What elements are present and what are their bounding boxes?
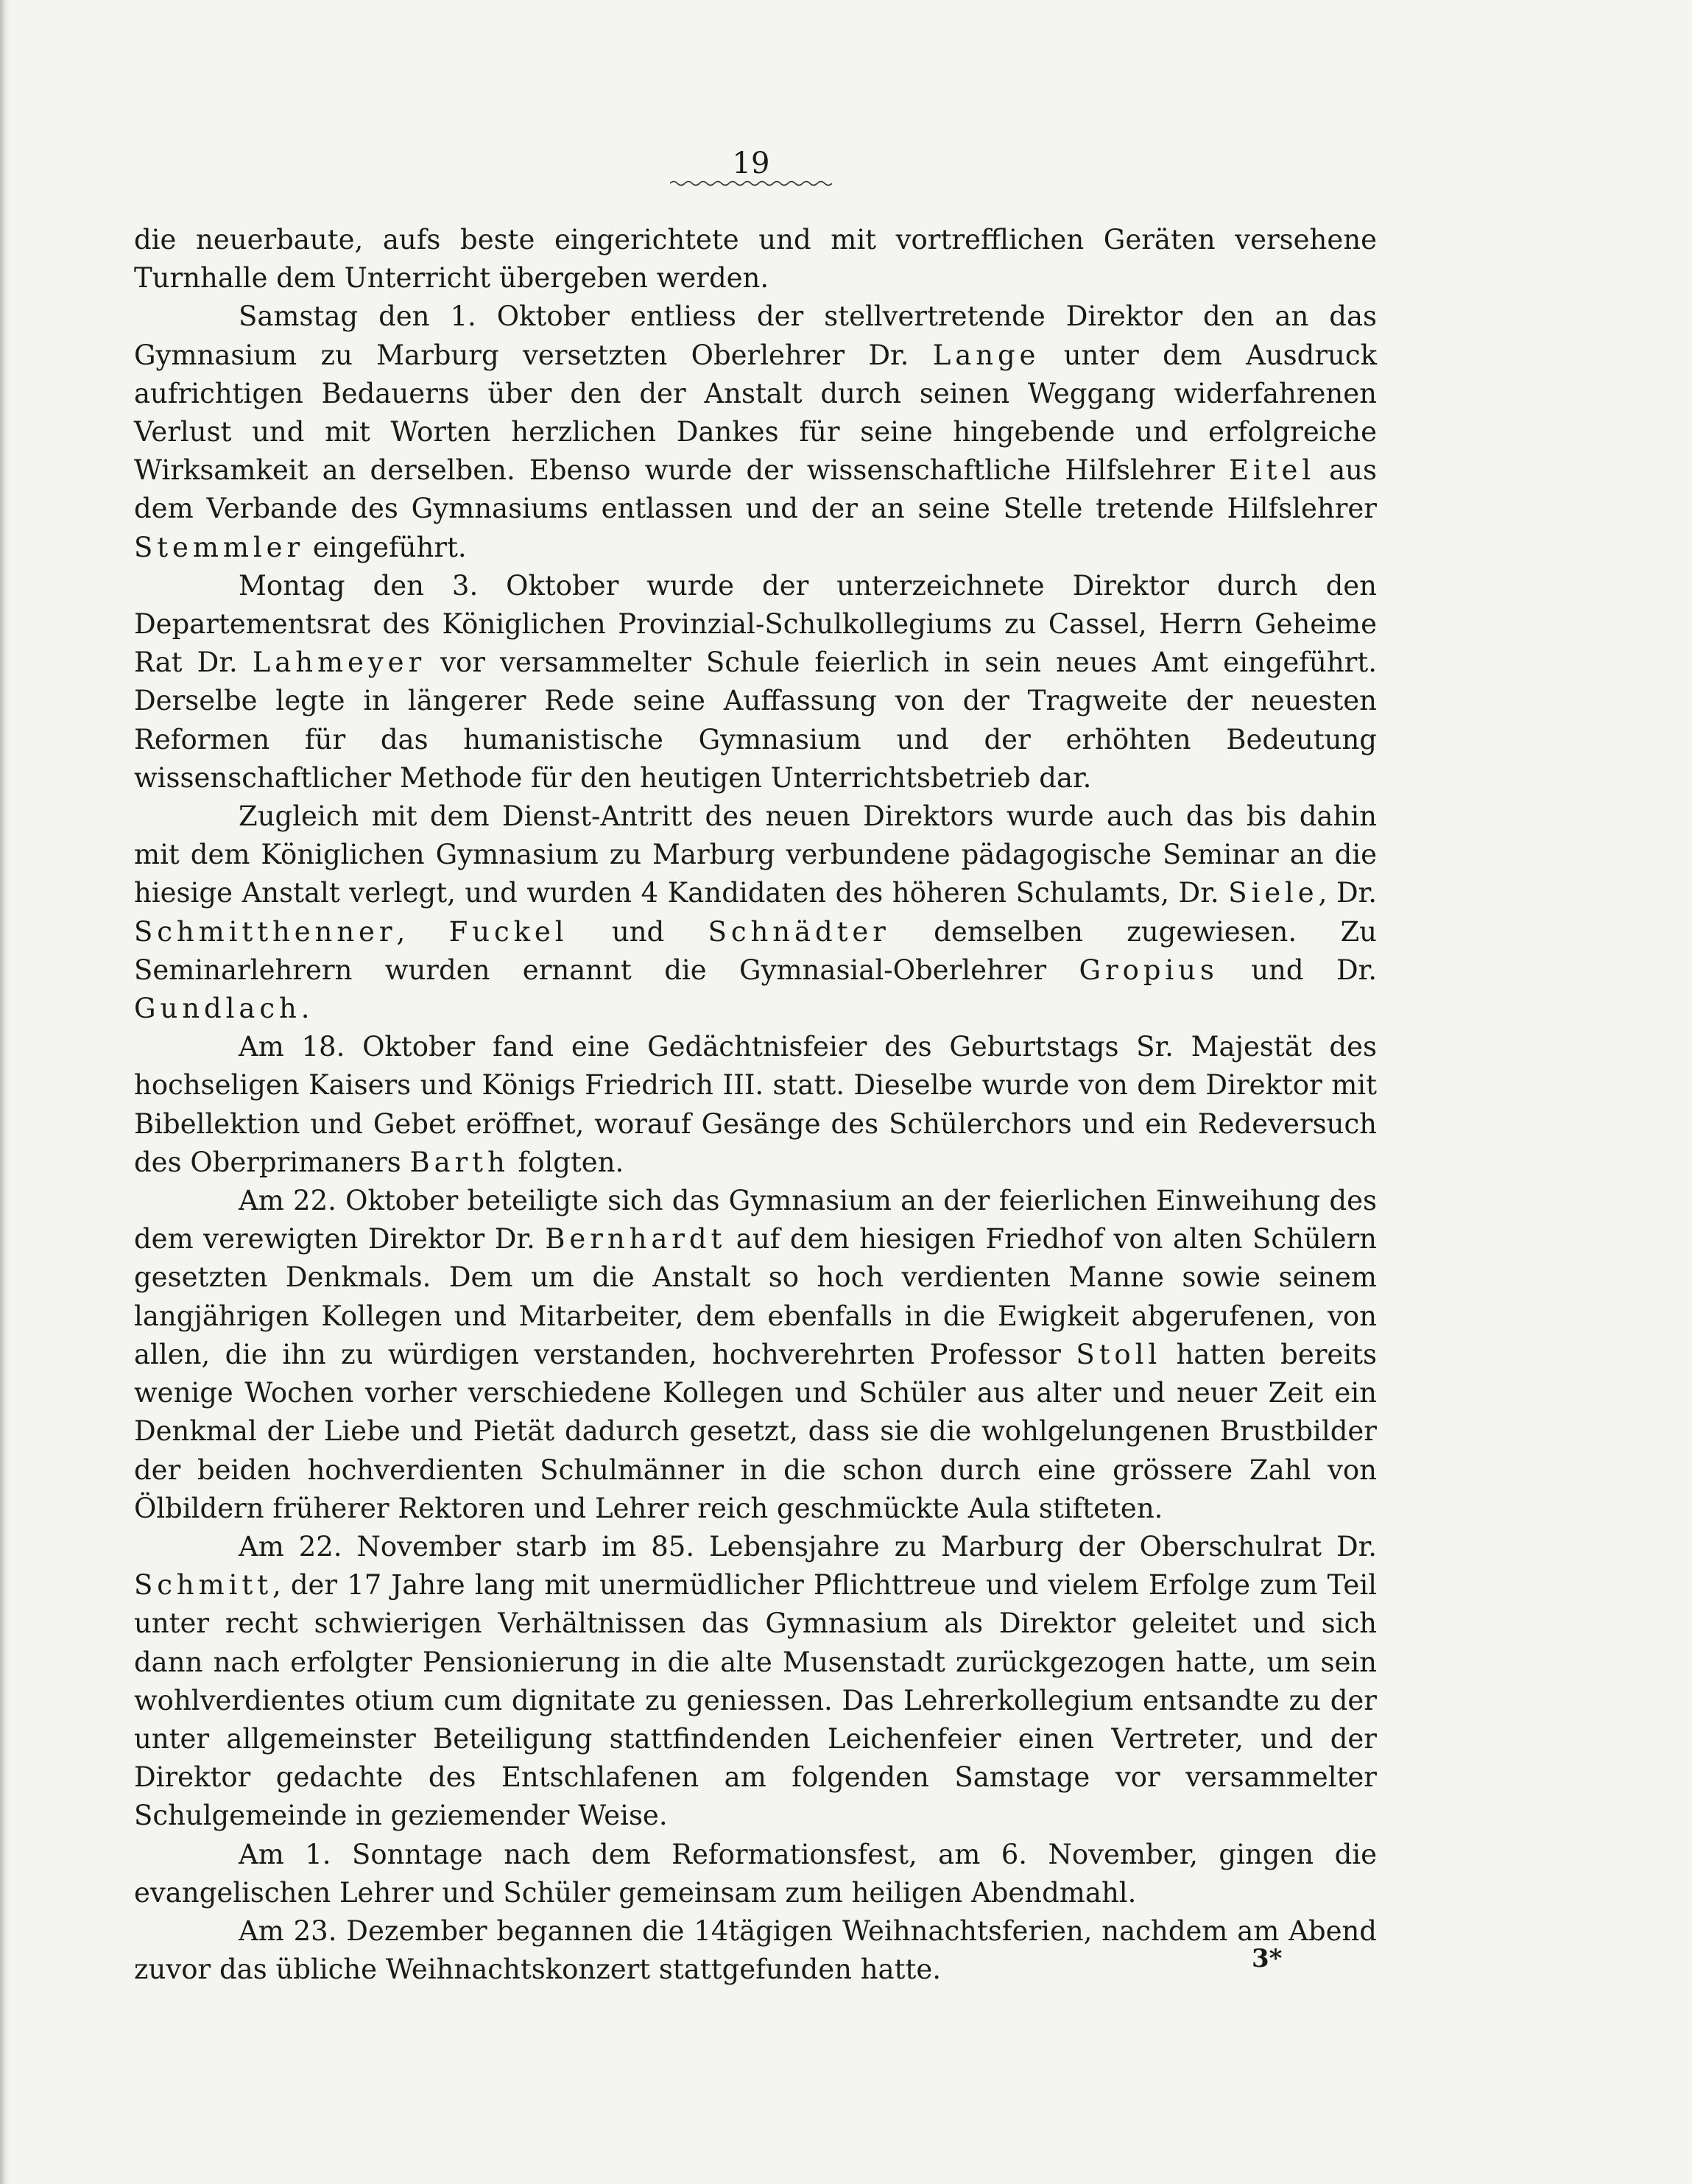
spaced-name: Siele <box>1228 877 1319 909</box>
spaced-name: Gundlach <box>134 993 301 1025</box>
signature-mark: 3* <box>1252 1944 1283 1973</box>
spaced-name: Barth <box>409 1146 510 1178</box>
text-run: und Dr. <box>1218 954 1377 986</box>
text-run: auf dem hiesigen Friedhof von alten Schülern gesetzten Denkmals. Dem um die Anstalt so hoch verdienten Manne sowie seinem langjährigen Kollegen und Mitarbeiter, dem ebenfalls in die Ewigkeit abgerufenen, von allen, die ihn zu würdigen verstanden, hochverehrten Professor <box>134 1223 1377 1370</box>
spaced-name: Gropius <box>1079 954 1219 986</box>
spaced-name: Schmitt <box>134 1569 272 1602</box>
text-run: und <box>568 915 708 948</box>
paragraph <box>134 1836 1377 1912</box>
page-edge <box>0 0 10 2184</box>
page-number: 19 <box>732 147 770 180</box>
text-run: Am 22. Oktober beteiligte sich das Gymnasium an der feierlichen Einweihung des dem verewigten Direktor Dr. <box>134 1185 1377 1255</box>
paragraph <box>134 1028 1377 1182</box>
text-run: unter dem Ausdruck aufrichtigen Bedauerns über den der Anstalt durch seinen Weggang widerfahrenen Verlust und mit Worten herzlichen Dankes für seine hingebende und erfolgreiche Wirksamkeit an derselben. Ebenso wurde der wissenschaftliche Hilfslehrer <box>134 339 1377 487</box>
text-run: demselben zugewiesen. Zu Seminarlehrern wurden ernannt die Gymnasial-Oberlehrer <box>134 915 1377 986</box>
paragraph <box>134 297 1377 566</box>
spaced-name: Bernhardt <box>545 1223 727 1255</box>
paragraph <box>134 567 1377 797</box>
text-run: aus dem Verbande des Gymnasiums entlassen und der an seine Stelle tretende Hilfslehrer <box>134 454 1377 525</box>
text-run: Zugleich mit dem Dienst-Antritt des neuen Direktors wurde auch das bis dahin mit dem Königlichen Gymnasium zu Marburg verbundene pädagogische Seminar an die hiesige Anstalt verlegt, und wurden 4 Kandidaten des höheren Schulamts, Dr. <box>134 800 1377 909</box>
spaced-name: Schmitthenner <box>134 915 397 948</box>
paragraph <box>134 1528 1377 1836</box>
spaced-name: Lahmeyer <box>252 647 426 679</box>
text-run: , Dr. <box>1318 877 1378 909</box>
page-number-ornament <box>670 180 832 187</box>
text-run: eingeführt. <box>304 531 467 563</box>
text-run: Am 18. Oktober fand eine Gedächtnisfeier des Geburtstags Sr. Majestät des hochseligen Kaisers und Königs Friedrich III. statt. Dieselbe wurde von dem Direktor mit Bibellektion und Gebet eröffnet, worauf Gesänge des Schülerchors und ein Redeversuch des Oberprimaners <box>134 1031 1377 1178</box>
text-run: Am 22. November starb im 85. Lebensjahre zu Marburg der Oberschulrat Dr. <box>239 1530 1377 1563</box>
paragraph <box>134 1912 1377 1989</box>
paragraph <box>134 1182 1377 1528</box>
text-run: die neuerbaute, aufs beste eingerichtete und mit vortrefflichen Geräten versehene Turnhalle dem Unterricht übergeben werden. <box>134 224 1377 295</box>
text-run: Am 23. Dezember begannen die 14tägigen Weihnachtsferien, nachdem am Abend zuvor das übliche Weihnachtskonzert stattgefunden hatte. <box>134 1914 1377 1986</box>
spaced-name: Stoll <box>1076 1338 1162 1370</box>
text-run: , <box>396 915 449 948</box>
text-run: , der 17 Jahre lang mit unermüdlicher Pflichttreue und vielem Erfolge zum Teil unter recht schwierigen Verhältnissen das Gymnasium als Direktor geleitet und sich dann nach erfolgter Pensionierung in die alte Musenstadt zurückgezogen hatte, um sein wohlverdientes otium cum dignitate zu geniessen. Das Lehrerkollegium entsandte zu der unter allgemeinster Beteiligung stattfindenden Leichenfeier einen Vertreter, und der Direktor gedachte des Entschlafenen am folgenden Samstage vor versammelter Schulgemeinde in geziemender Weise. <box>134 1569 1377 1832</box>
text-run: folgten. <box>509 1146 624 1178</box>
paragraph <box>134 797 1377 1028</box>
text-run: vor versammelter Schule feierlich in sein neues Amt eingeführt. Derselbe legte in längerer Rede seine Auffassung von der Tragweite der neuesten Reformen für das humanistische Gymnasium und der erhöhten Bedeutung wissenschaftlicher Methode für den heutigen Unterrichtsbetrieb dar. <box>134 647 1377 794</box>
text-run: hatten bereits wenige Wochen vorher verschiedene Kollegen und Schüler aus alter und neuer Zeit ein Denkmal der Liebe und Pietät dadurch gesetzt, dass sie die wohlgelungenen Brustbilder der beiden hochverdienten Schulmänner in die schon durch eine grössere Zahl von Ölbildern früherer Rektoren und Lehrer reich geschmückte Aula stifteten. <box>134 1338 1378 1524</box>
spaced-name: Stemmler <box>134 531 305 563</box>
text-run: Montag den 3. Oktober wurde der unterzeichnete Direktor durch den Departementsrat des Königlichen Provinzial-Schulkollegiums zu Cassel, Herrn Geheime Rat Dr. <box>134 569 1377 679</box>
text-run: . <box>300 993 310 1025</box>
spaced-name: Fuckel <box>448 915 568 948</box>
spaced-name: Schnädter <box>708 915 890 948</box>
body-text <box>134 221 1377 1989</box>
paragraph <box>134 221 1377 297</box>
spaced-name: Eitel <box>1228 454 1316 487</box>
spaced-name: Lange <box>932 339 1040 371</box>
text-run: Am 1. Sonntage nach dem Reformationsfest, am 6. November, gingen die evangelischen Lehrer und Schüler gemeinsam zum heiligen Abendmahl. <box>134 1838 1377 1909</box>
text-run: Samstag den 1. Oktober entliess der stellvertretende Direktor den an das Gymnasium zu Marburg versetzten Oberlehrer Dr. <box>134 300 1377 371</box>
